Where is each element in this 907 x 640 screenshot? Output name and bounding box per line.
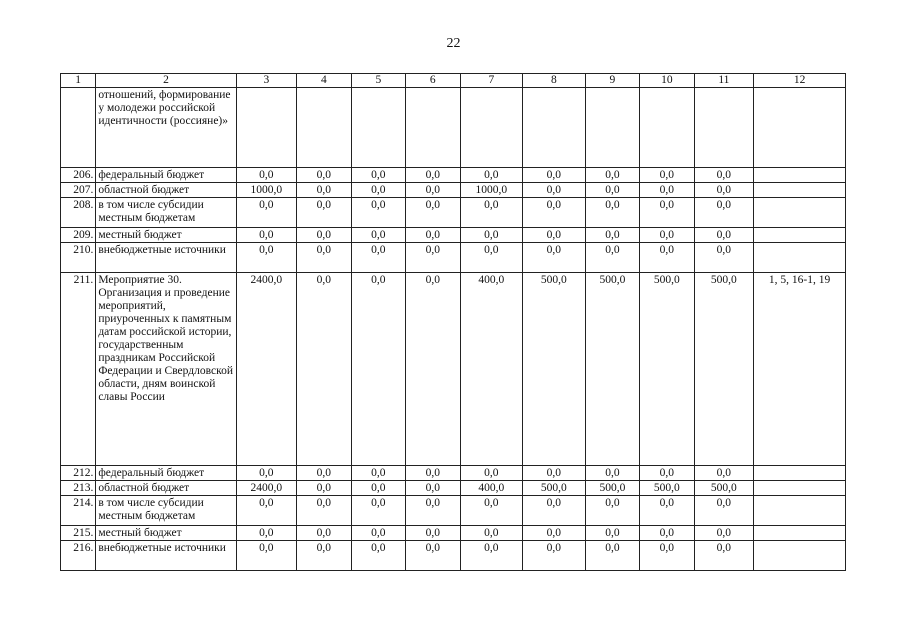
budget-value-cell: 0,0 <box>351 243 405 273</box>
budget-value-cell: 1000,0 <box>236 183 297 198</box>
budget-value-cell: 0,0 <box>523 243 586 273</box>
column-header: 11 <box>694 74 754 88</box>
table-row <box>61 88 846 168</box>
budget-value-cell: 400,0 <box>460 481 523 496</box>
row-description: местный бюджет <box>96 228 236 243</box>
budget-value-cell: 0,0 <box>406 496 460 526</box>
budget-value-cell: 0,0 <box>460 198 523 228</box>
budget-value-cell: 500,0 <box>640 481 694 496</box>
budget-value-cell: 500,0 <box>523 481 586 496</box>
budget-value-cell: 0,0 <box>297 481 351 496</box>
budget-value-cell: 0,0 <box>297 496 351 526</box>
budget-value-cell <box>297 88 351 168</box>
budget-value-cell: 0,0 <box>523 168 586 183</box>
budget-value-cell: 0,0 <box>523 198 586 228</box>
budget-value-cell <box>236 88 297 168</box>
budget-value-cell: 1000,0 <box>460 183 523 198</box>
budget-value-cell: 0,0 <box>640 541 694 571</box>
row-description: внебюджетные источники <box>96 541 236 571</box>
budget-value-cell <box>351 88 405 168</box>
row-number: 212. <box>61 466 96 481</box>
row-number: 209. <box>61 228 96 243</box>
budget-value-cell: 0,0 <box>640 243 694 273</box>
row-number: 214. <box>61 496 96 526</box>
budget-value-cell: 0,0 <box>351 198 405 228</box>
budget-value-cell: 0,0 <box>406 168 460 183</box>
row-number: 215. <box>61 526 96 541</box>
budget-value-cell: 0,0 <box>406 481 460 496</box>
table-row <box>61 541 846 571</box>
budget-value-cell: 2400,0 <box>236 273 297 466</box>
target-links-cell <box>754 541 846 571</box>
target-links-cell <box>754 496 846 526</box>
table-row <box>61 496 846 526</box>
budget-value-cell: 0,0 <box>297 526 351 541</box>
target-links-cell <box>754 168 846 183</box>
column-header: 10 <box>640 74 694 88</box>
budget-value-cell: 0,0 <box>351 228 405 243</box>
budget-value-cell: 0,0 <box>585 466 639 481</box>
budget-value-cell: 0,0 <box>351 541 405 571</box>
budget-value-cell: 0,0 <box>523 228 586 243</box>
budget-value-cell: 0,0 <box>460 541 523 571</box>
budget-value-cell: 0,0 <box>694 228 754 243</box>
table-row <box>61 526 846 541</box>
budget-value-cell: 0,0 <box>351 526 405 541</box>
budget-value-cell: 0,0 <box>460 526 523 541</box>
row-description: внебюджетные источники <box>96 243 236 273</box>
budget-table <box>60 73 846 571</box>
row-number: 207. <box>61 183 96 198</box>
budget-value-cell: 0,0 <box>351 481 405 496</box>
target-links-cell <box>754 466 846 481</box>
table-row <box>61 466 846 481</box>
budget-value-cell: 0,0 <box>585 183 639 198</box>
budget-value-cell: 0,0 <box>694 496 754 526</box>
table-row <box>61 183 846 198</box>
row-number: 216. <box>61 541 96 571</box>
budget-value-cell: 500,0 <box>694 481 754 496</box>
budget-value-cell: 0,0 <box>523 541 586 571</box>
budget-value-cell: 0,0 <box>523 526 586 541</box>
budget-value-cell: 0,0 <box>694 183 754 198</box>
column-header: 3 <box>236 74 297 88</box>
row-description: в том числе субсидии местным бюджетам <box>96 198 236 228</box>
budget-value-cell: 0,0 <box>694 466 754 481</box>
budget-value-cell: 0,0 <box>351 466 405 481</box>
target-links-cell <box>754 228 846 243</box>
column-header: 5 <box>351 74 405 88</box>
row-description: Мероприятие 30. Организация и проведение мероприятий, приуроченных к памятным датам российской истории, государственным праздникам Российской Федерации и Свердловской области, дням воинской славы России <box>96 273 236 466</box>
column-header: 4 <box>297 74 351 88</box>
budget-value-cell: 0,0 <box>406 243 460 273</box>
budget-value-cell: 0,0 <box>236 496 297 526</box>
budget-value-cell: 0,0 <box>406 541 460 571</box>
row-description: федеральный бюджет <box>96 168 236 183</box>
row-description: в том числе субсидии местным бюджетам <box>96 496 236 526</box>
row-description: местный бюджет <box>96 526 236 541</box>
budget-value-cell: 500,0 <box>694 273 754 466</box>
budget-value-cell: 0,0 <box>585 243 639 273</box>
target-links-cell <box>754 198 846 228</box>
budget-value-cell: 0,0 <box>640 228 694 243</box>
budget-value-cell: 0,0 <box>351 168 405 183</box>
row-number: 211. <box>61 273 96 466</box>
budget-value-cell: 0,0 <box>640 198 694 228</box>
budget-value-cell: 0,0 <box>297 273 351 466</box>
budget-value-cell: 0,0 <box>406 526 460 541</box>
column-header: 8 <box>523 74 586 88</box>
budget-value-cell: 0,0 <box>297 243 351 273</box>
column-header: 7 <box>460 74 523 88</box>
budget-value-cell: 0,0 <box>406 273 460 466</box>
budget-value-cell: 0,0 <box>236 198 297 228</box>
budget-value-cell: 0,0 <box>297 466 351 481</box>
budget-value-cell: 0,0 <box>694 526 754 541</box>
budget-value-cell <box>694 88 754 168</box>
budget-value-cell: 0,0 <box>297 541 351 571</box>
budget-value-cell <box>406 88 460 168</box>
table-row <box>61 481 846 496</box>
table-body <box>61 88 846 571</box>
budget-value-cell: 0,0 <box>236 168 297 183</box>
budget-value-cell: 0,0 <box>460 466 523 481</box>
budget-value-cell: 0,0 <box>523 496 586 526</box>
budget-value-cell: 0,0 <box>406 466 460 481</box>
budget-value-cell <box>460 88 523 168</box>
target-links-cell: 1, 5, 16-1, 19 <box>754 273 846 466</box>
column-header: 1 <box>61 74 96 88</box>
target-links-cell <box>754 526 846 541</box>
budget-value-cell: 0,0 <box>236 243 297 273</box>
budget-value-cell: 0,0 <box>523 183 586 198</box>
page-number: 22 <box>446 36 461 51</box>
budget-value-cell: 0,0 <box>640 496 694 526</box>
row-number: 213. <box>61 481 96 496</box>
budget-value-cell: 0,0 <box>236 466 297 481</box>
budget-value-cell: 0,0 <box>585 228 639 243</box>
budget-value-cell: 0,0 <box>406 183 460 198</box>
budget-value-cell: 0,0 <box>351 496 405 526</box>
row-description: областной бюджет <box>96 481 236 496</box>
budget-value-cell: 0,0 <box>640 183 694 198</box>
row-number <box>61 88 96 168</box>
budget-value-cell: 0,0 <box>297 228 351 243</box>
budget-value-cell: 0,0 <box>585 496 639 526</box>
column-header: 12 <box>754 74 846 88</box>
table-row <box>61 228 846 243</box>
row-number: 210. <box>61 243 96 273</box>
table-row <box>61 168 846 183</box>
header-row <box>61 74 846 88</box>
budget-value-cell: 0,0 <box>406 198 460 228</box>
budget-value-cell: 0,0 <box>406 228 460 243</box>
column-header: 2 <box>96 74 236 88</box>
column-header: 9 <box>585 74 639 88</box>
target-links-cell <box>754 481 846 496</box>
budget-value-cell: 0,0 <box>585 526 639 541</box>
budget-value-cell <box>585 88 639 168</box>
budget-value-cell: 500,0 <box>640 273 694 466</box>
budget-value-cell: 0,0 <box>640 168 694 183</box>
budget-value-cell: 0,0 <box>523 466 586 481</box>
budget-value-cell: 0,0 <box>460 496 523 526</box>
budget-value-cell: 0,0 <box>640 526 694 541</box>
budget-value-cell: 500,0 <box>523 273 586 466</box>
budget-value-cell: 2400,0 <box>236 481 297 496</box>
budget-value-cell: 0,0 <box>236 541 297 571</box>
budget-value-cell: 0,0 <box>640 466 694 481</box>
budget-value-cell: 0,0 <box>694 168 754 183</box>
budget-value-cell: 0,0 <box>351 273 405 466</box>
budget-value-cell: 0,0 <box>236 526 297 541</box>
budget-value-cell: 400,0 <box>460 273 523 466</box>
budget-value-cell <box>640 88 694 168</box>
budget-value-cell: 0,0 <box>236 228 297 243</box>
budget-value-cell: 0,0 <box>694 541 754 571</box>
budget-value-cell: 0,0 <box>297 183 351 198</box>
table-row <box>61 243 846 273</box>
budget-value-cell: 0,0 <box>460 243 523 273</box>
target-links-cell <box>754 88 846 168</box>
budget-value-cell: 0,0 <box>585 198 639 228</box>
table-row <box>61 273 846 466</box>
budget-value-cell: 0,0 <box>694 198 754 228</box>
budget-value-cell: 500,0 <box>585 273 639 466</box>
budget-value-cell: 500,0 <box>585 481 639 496</box>
target-links-cell <box>754 243 846 273</box>
row-number: 208. <box>61 198 96 228</box>
row-description: отношений, формирование у молодежи российской идентичности (россияне)» <box>96 88 236 168</box>
budget-value-cell: 0,0 <box>297 168 351 183</box>
row-description: федеральный бюджет <box>96 466 236 481</box>
row-description: областной бюджет <box>96 183 236 198</box>
budget-value-cell: 0,0 <box>460 228 523 243</box>
budget-value-cell: 0,0 <box>694 243 754 273</box>
column-header: 6 <box>406 74 460 88</box>
budget-value-cell: 0,0 <box>585 168 639 183</box>
budget-value-cell <box>523 88 586 168</box>
budget-value-cell: 0,0 <box>585 541 639 571</box>
budget-value-cell: 0,0 <box>297 198 351 228</box>
budget-value-cell: 0,0 <box>351 183 405 198</box>
row-number: 206. <box>61 168 96 183</box>
table-row <box>61 198 846 228</box>
budget-value-cell: 0,0 <box>460 168 523 183</box>
target-links-cell <box>754 183 846 198</box>
